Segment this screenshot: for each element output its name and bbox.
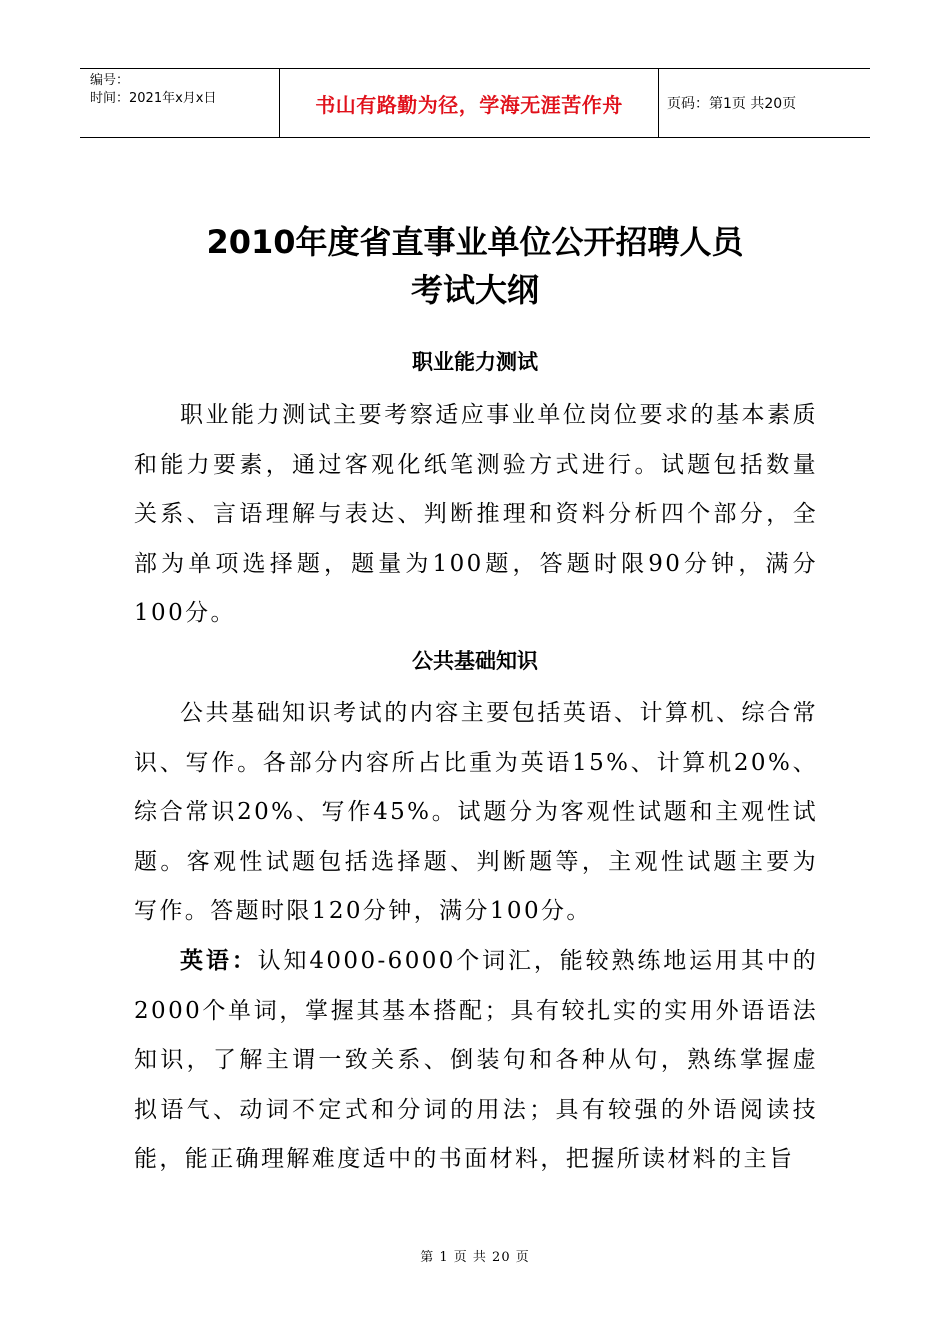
section-paragraph-public-knowledge: 公共基础知识考试的内容主要包括英语、计算机、综合常识、写作。各部分内容所占比重为英语15%、计算机20%、综合常识20%、写作45%。试题分为客观性试题和主观性试题。客观性试题包括选择题、判断题等，主观性试题主要为写作。答题时限120分钟，满分100分。 (134, 700, 818, 924)
document-title-line1: 2010年度省直事业单位公开招聘人员 (206, 223, 744, 261)
header-page-info: 页码：第1页 共20页 (667, 96, 797, 112)
number-label: 编号： (90, 73, 130, 88)
header-motto: 书山有路勤为径，学海无涯苦作舟 (280, 69, 659, 137)
english-paragraph (134, 937, 818, 1185)
document-title-line2: 考试大纲 (410, 271, 539, 309)
header-meta (80, 69, 280, 137)
header-table (80, 68, 870, 138)
time-label: 时间：2021年x月x日 (90, 91, 217, 106)
page-footer: 第 1 页 共 20 页 (420, 1250, 530, 1265)
english-lead-label: 英语： (180, 948, 258, 974)
section-heading-vocational-ability: 职业能力测试 (412, 350, 538, 374)
section-paragraph-vocational-ability: 职业能力测试主要考察适应事业单位岗位要求的基本素质和能力要素，通过客观化纸笔测验方式进行。试题包括数量关系、言语理解与表达、判断推理和资料分析四个部分，全部为单项选择题，题量为100题，答题时限90分钟，满分100分。 (134, 402, 818, 626)
english-text: 认知4000-6000个词汇，能较熟练地运用其中的2000个单词，掌握其基本搭配；具有较扎实的实用外语语法知识，了解主谓一致关系、倒装句和各种从句，熟练掌握虚拟语气、动词不定式和分词的用法；具有较强的外语阅读技能，能正确理解难度适中的书面材料，把握所读材料的主旨 (134, 948, 819, 1172)
section-heading-public-knowledge: 公共基础知识 (412, 649, 538, 673)
